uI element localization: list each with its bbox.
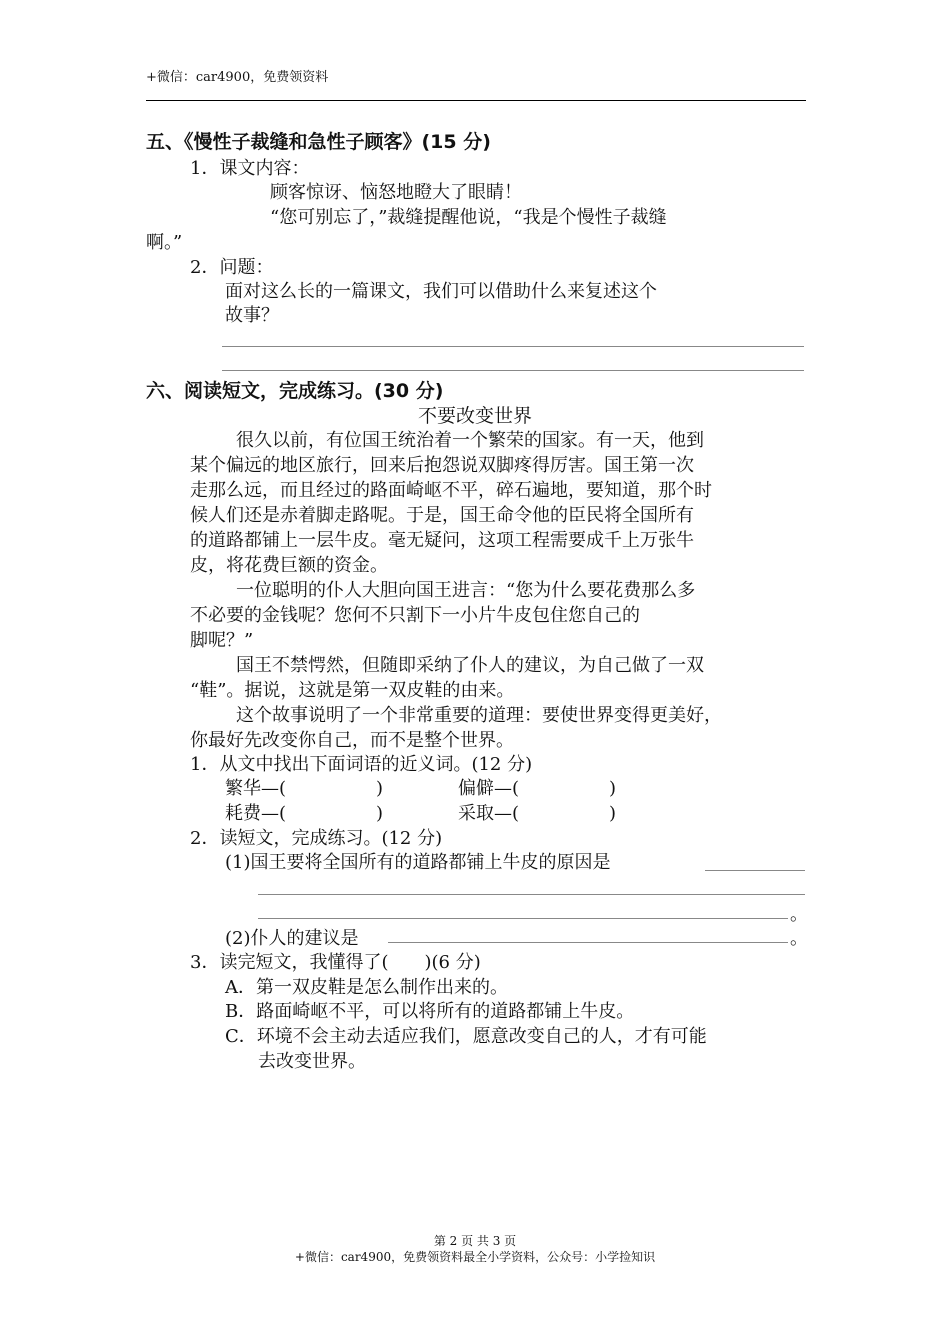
option-a: A．第一双皮鞋是怎么制作出来的。 — [225, 977, 508, 998]
answer-line — [388, 942, 788, 943]
passage-line: 这个故事说明了一个非常重要的道理：要使世界变得更美好， — [236, 705, 722, 726]
s6-q1-label: 1．从文中找出下面词语的近义词。(12 分) — [190, 754, 533, 775]
s6-q2-sub1: (1)国王要将全国所有的道路都铺上牛皮的原因是 — [225, 852, 611, 873]
period-mark: 。 — [790, 928, 808, 949]
synonym-item: 繁华—( ) — [225, 778, 384, 799]
s6-q2-sub2: (2)仆人的建议是 — [225, 928, 359, 949]
synonym-item: 采取—( ) — [458, 803, 617, 824]
period-mark: 。 — [790, 904, 808, 925]
s5-q2-line1: 面对这么长的一篇课文，我们可以借助什么来复述这个 — [225, 281, 657, 302]
synonym-item: 耗费—( ) — [225, 803, 384, 824]
passage-line: 走那么远，而且经过的路面崎岖不平，碎石遍地，要知道，那个时 — [190, 480, 712, 501]
answer-line — [705, 870, 805, 871]
option-b: B．路面崎岖不平，可以将所有的道路都铺上牛皮。 — [225, 1001, 635, 1022]
synonym-item: 偏僻—( ) — [458, 778, 617, 799]
answer-line — [258, 918, 788, 919]
s6-q3-label: 3．读完短文，我懂得了( )(6 分) — [190, 952, 481, 973]
passage-line: 国王不禁愕然，但随即采纳了仆人的建议，为自己做了一双 — [236, 655, 704, 676]
passage-title: 不要改变世界 — [417, 405, 532, 427]
passage-line: 一位聪明的仆人大胆向国王进言：“您为什么要花费那么多 — [236, 580, 696, 601]
option-c-cont: 去改变世界。 — [258, 1051, 366, 1072]
passage-line: 皮，将花费巨额的资金。 — [190, 555, 388, 576]
passage-line: 某个偏远的地区旅行，回来后抱怨说双脚疼得厉害。国王第一次 — [190, 455, 694, 476]
answer-line — [222, 370, 804, 371]
s5-q1-line2: “您可别忘了，”裁缝提醒他说，“我是个慢性子裁缝 — [270, 207, 667, 228]
passage-line: 你最好先改变你自己，而不是整个世界。 — [190, 730, 514, 751]
passage-line: 脚呢？” — [190, 630, 254, 651]
s5-q1-line3: 啊。” — [146, 232, 183, 253]
s5-q2-label: 2．问题： — [190, 257, 274, 278]
answer-line — [258, 894, 805, 895]
s6-q2-label: 2．读短文，完成练习。(12 分) — [190, 828, 443, 849]
passage-line: 很久以前，有位国王统治着一个繁荣的国家。有一天，他到 — [236, 430, 704, 451]
passage-line: “鞋”。据说，这就是第一双皮鞋的由来。 — [190, 680, 515, 701]
header-note: +微信：car4900，免费领资料 — [146, 70, 329, 85]
s5-q1-label: 1．课文内容： — [190, 158, 310, 179]
passage-line: 候人们还是赤着脚走路呢。于是，国王命令他的臣民将全国所有 — [190, 505, 694, 526]
section5-title: 五、《慢性子裁缝和急性子顾客》(15 分) — [146, 131, 491, 153]
page-number: 第 2 页 共 3 页 — [433, 1234, 517, 1248]
header-divider — [146, 100, 806, 101]
option-c: C．环境不会主动去适应我们，愿意改变自己的人，才有可能 — [225, 1026, 707, 1047]
passage-line: 不必要的金钱呢？您何不只割下一小片牛皮包住您自己的 — [190, 605, 640, 626]
passage-line: 的道路都铺上一层牛皮。毫无疑问，这项工程需要成千上万张牛 — [190, 530, 694, 551]
s5-q2-line2: 故事？ — [225, 305, 279, 326]
footer-note: +微信：car4900，免费领资料最全小学资料，公众号：小学捡知识 — [294, 1250, 656, 1264]
s5-q1-line1: 顾客惊讶、恼怒地瞪大了眼睛！ — [270, 182, 522, 203]
section6-title: 六、阅读短文，完成练习。(30 分) — [146, 380, 444, 402]
answer-line — [222, 346, 804, 347]
